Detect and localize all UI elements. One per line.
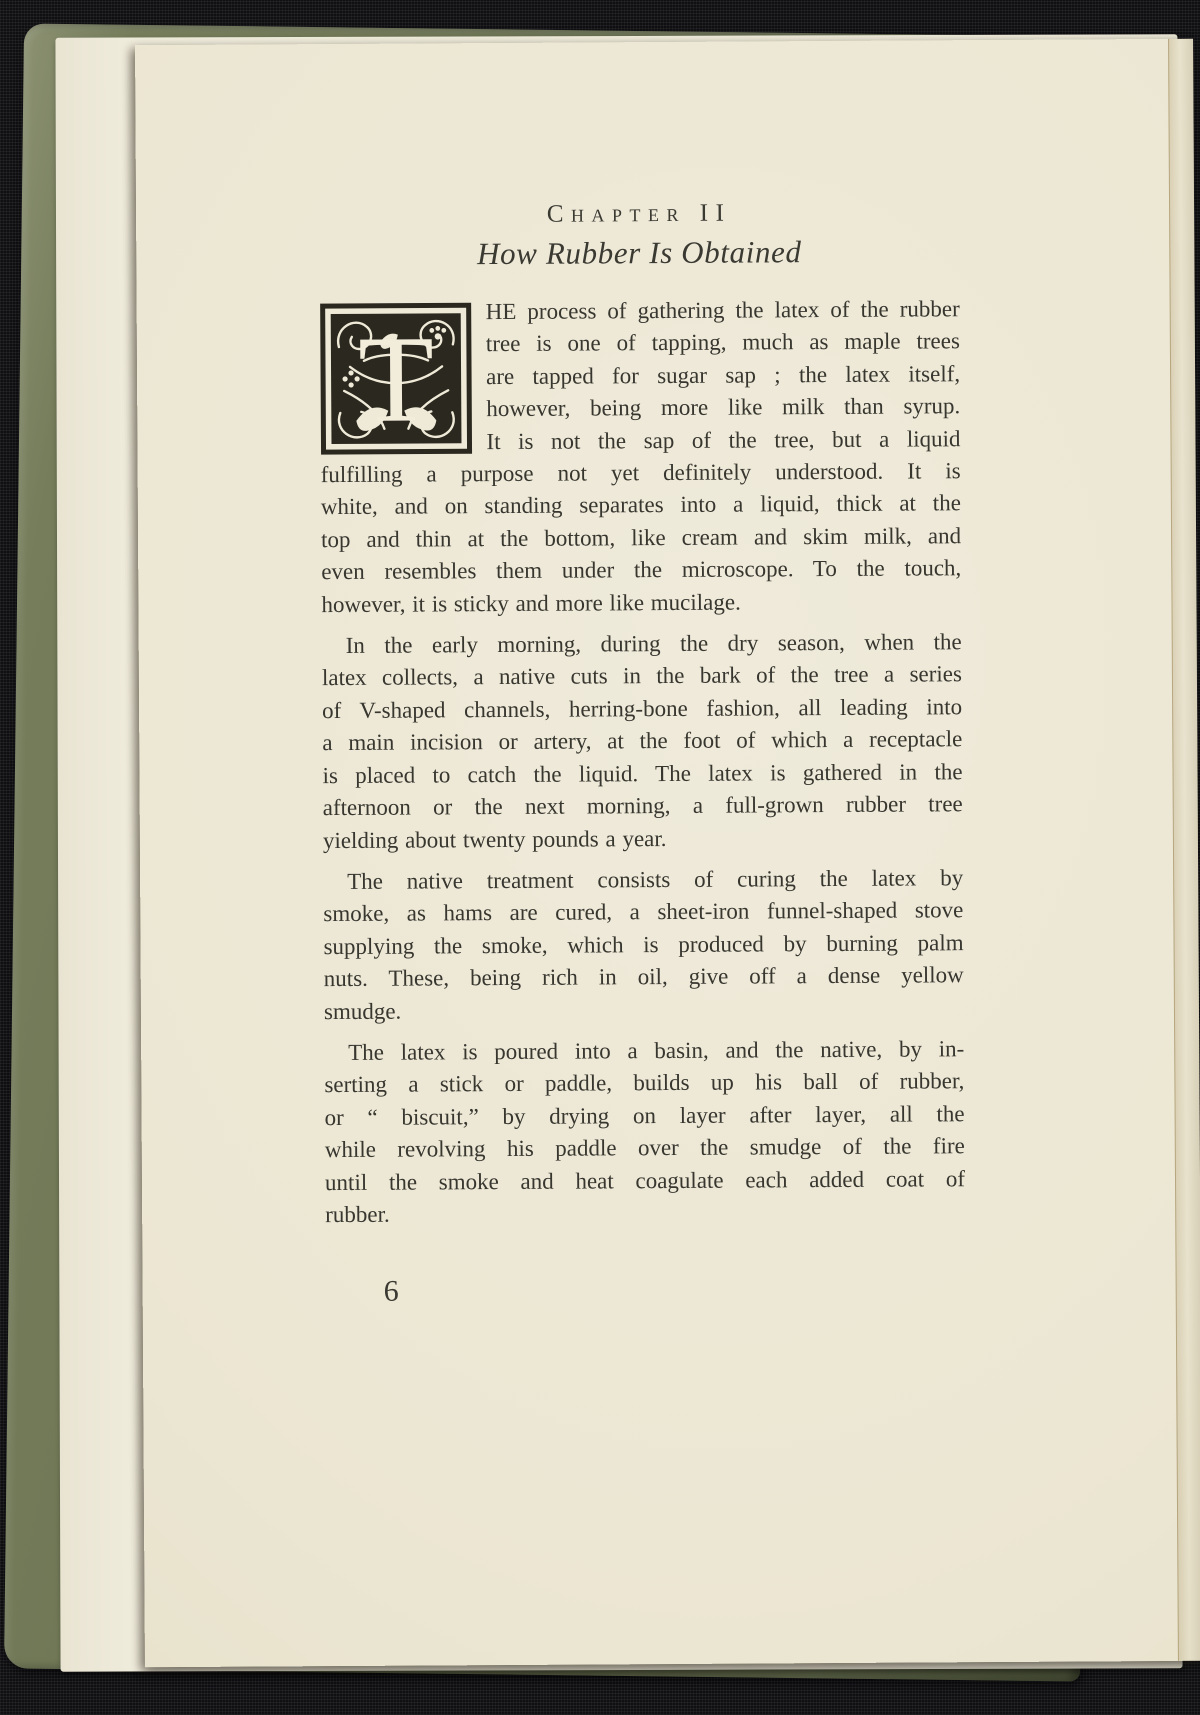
text-line: smoke, as hams are cured, a sheet-iron funnel-shaped stove xyxy=(323,897,964,927)
text-line: In the early morning, during the dry season, when the xyxy=(345,629,962,659)
text-block xyxy=(319,198,966,1309)
text-line: however, being more like milk than syrup. xyxy=(486,393,961,422)
text-line: HE process of gathering the latex of the rubber xyxy=(485,296,960,325)
paragraph xyxy=(323,862,964,1028)
chapter-heading: Chapter II xyxy=(546,199,732,228)
text-line: however, it is sticky and more like mucilage. xyxy=(321,589,741,617)
text-line: while revolving his paddle over the smudge of the fire xyxy=(324,1133,965,1163)
text-line: white, and on standing separates into a liquid, thick at the xyxy=(320,490,961,520)
paragraphs xyxy=(320,293,966,1231)
text-line: is placed to catch the liquid. The latex is gathered in the xyxy=(322,758,963,788)
text-line: latex collects, a native cuts in the bark of the tree a series xyxy=(321,661,962,691)
text-line: smudge. xyxy=(323,998,402,1024)
paragraph xyxy=(320,293,962,621)
text-line: fulfilling a purpose not yet definitely understood. It is xyxy=(320,458,961,488)
text-line: serting a stick or paddle, builds up his ball of rubber, xyxy=(324,1068,965,1098)
text-line: The native treatment consists of curing the latex by xyxy=(347,865,964,894)
text-line: even resembles them under the microscope. To the touch, xyxy=(321,555,962,585)
text-line: It is not the sap of the tree, but a liquid xyxy=(486,425,961,454)
page-crease xyxy=(1168,39,1200,1661)
text-line: a main incision or artery, at the foot of which a receptacle xyxy=(322,726,963,756)
text-line: or “ biscuit,” by drying on layer after layer, all the xyxy=(324,1100,965,1130)
text-line: The latex is poured into a basin, and the native, by in- xyxy=(348,1036,965,1065)
text-line: afternoon or the next morning, a full-grown rubber tree xyxy=(322,791,963,821)
paragraph xyxy=(324,1033,965,1231)
chapter-title: How Rubber Is Obtained xyxy=(476,234,802,272)
text-line: tree is one of tapping, much as maple trees xyxy=(485,328,960,357)
svg-text:T: T xyxy=(357,310,435,448)
book-page xyxy=(135,39,1200,1667)
text-line: rubber. xyxy=(325,1201,390,1228)
text-line: yielding about twenty pounds a year. xyxy=(322,825,667,853)
text-line: of V-shaped channels, herring-bone fashion, all leading into xyxy=(322,694,963,723)
text-line: supplying the smoke, which is produced by burning palm xyxy=(323,929,964,959)
decorative-initial-icon xyxy=(320,302,473,455)
paragraph xyxy=(322,626,963,857)
text-line: are tapped for sugar sap ; the latex itself, xyxy=(486,361,961,389)
text-line: nuts. These, being rich in oil, give off a dense yellow xyxy=(323,962,964,992)
page-number: 6 xyxy=(383,1275,399,1309)
text-line: until the smoke and heat coagulate each added coat of xyxy=(324,1165,966,1195)
text-line: top and thin at the bottom, like cream and skim milk, and xyxy=(321,523,962,552)
